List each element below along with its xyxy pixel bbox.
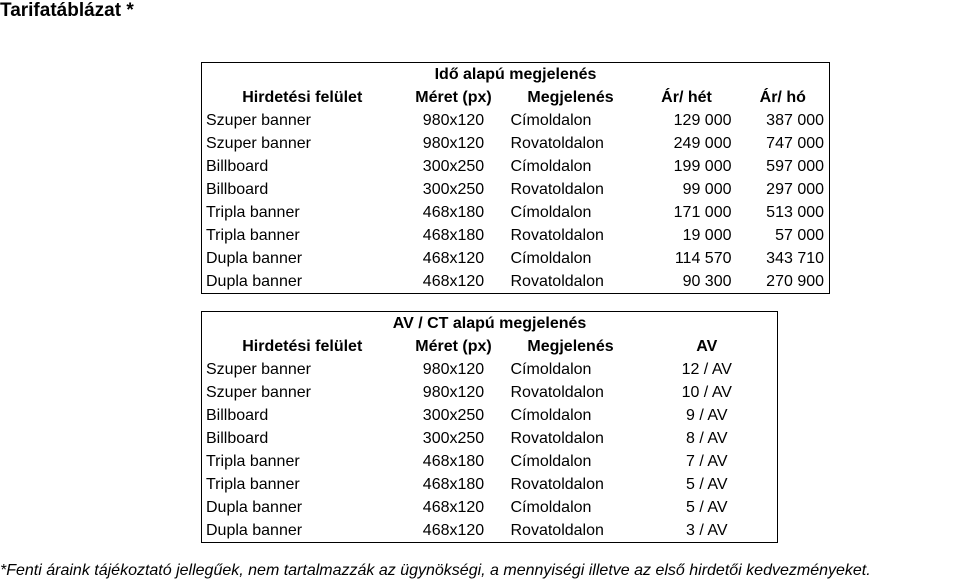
- cell-av: 3 / AV: [637, 519, 778, 543]
- cell-price-week: 114 570: [674, 250, 732, 267]
- cell-size: 980x120: [422, 135, 485, 152]
- cell-surface: Szuper banner: [202, 132, 403, 155]
- column-header-row: [202, 86, 830, 109]
- cell-placement: Rovatoldalon: [510, 227, 604, 244]
- table-row: [202, 496, 778, 519]
- av-ct-price-table: [201, 311, 778, 543]
- table-row: [202, 404, 778, 427]
- cell-placement: Címoldalon: [510, 158, 592, 175]
- cell-surface: Szuper banner: [202, 381, 403, 404]
- cell-size: 468x180: [422, 476, 485, 493]
- cell-placement: Rovatoldalon: [505, 270, 637, 294]
- cell-surface: Billboard: [202, 155, 403, 178]
- time-based-price-table: [201, 62, 830, 294]
- cell-size: 300x250: [422, 181, 485, 198]
- cell-placement: Címoldalon: [510, 407, 592, 424]
- cell-size: 468x120: [403, 270, 505, 294]
- cell-price-week: 99 000: [682, 181, 732, 198]
- cell-size: 300x250: [422, 430, 485, 447]
- cell-placement: Rovatoldalon: [510, 430, 604, 447]
- cell-price-week: 90 300: [637, 270, 737, 294]
- column-header-size: Méret (px): [415, 338, 492, 355]
- cell-surface: Dupla banner: [202, 270, 403, 294]
- cell-price-week: 199 000: [673, 158, 732, 175]
- cell-price-week: 171 000: [673, 204, 732, 221]
- cell-price-month: 343 710: [737, 247, 830, 270]
- table-row: [202, 224, 830, 247]
- group-title: AV / CT alapú megjelenés: [202, 312, 778, 336]
- cell-size: 300x250: [422, 158, 485, 175]
- table-row: [202, 427, 778, 450]
- cell-av: 12 / AV: [637, 358, 778, 381]
- cell-placement: Rovatoldalon: [510, 181, 604, 198]
- cell-surface: Dupla banner: [202, 519, 403, 543]
- cell-surface: Billboard: [202, 404, 403, 427]
- cell-size: 980x120: [422, 384, 485, 401]
- cell-price-month: 57 000: [737, 224, 830, 247]
- cell-size: 468x120: [422, 499, 485, 516]
- group-title: Idő alapú megjelenés: [202, 63, 830, 87]
- cell-placement: Címoldalon: [510, 499, 592, 516]
- table-row: [202, 358, 778, 381]
- cell-price-month: 297 000: [737, 178, 830, 201]
- cell-surface: Tripla banner: [202, 224, 403, 247]
- cell-placement: Rovatoldalon: [510, 135, 604, 152]
- cell-size: 468x180: [422, 227, 485, 244]
- table-row: [202, 178, 830, 201]
- cell-av: 8 / AV: [637, 427, 778, 450]
- cell-av: 9 / AV: [637, 404, 778, 427]
- cell-surface: Dupla banner: [202, 247, 403, 270]
- cell-price-month: 270 900: [737, 270, 830, 294]
- cell-price-month: 513 000: [737, 201, 830, 224]
- cell-size: 980x120: [422, 361, 485, 378]
- footnote: *Fenti áraink tájékoztató jellegűek, nem tartalmazzák az ügynökségi, a mennyiségi illetve az első hirdetői kedvezményeket.: [0, 562, 871, 579]
- cell-placement: Rovatoldalon: [510, 476, 604, 493]
- table-row: [202, 109, 830, 132]
- cell-placement: Címoldalon: [510, 112, 592, 129]
- cell-price-month: 747 000: [737, 132, 830, 155]
- cell-placement: Rovatoldalon: [510, 384, 604, 401]
- cell-surface: Tripla banner: [202, 450, 403, 473]
- table-row: [202, 473, 778, 496]
- cell-size: 468x180: [422, 204, 485, 221]
- cell-price-week: 249 000: [673, 135, 732, 152]
- cell-surface: Szuper banner: [202, 109, 403, 132]
- cell-placement: Rovatoldalon: [505, 519, 637, 543]
- column-header-price-week: Ár/ hét: [661, 89, 712, 106]
- table-row: [202, 247, 830, 270]
- table-row: [202, 381, 778, 404]
- column-header-surface: Hirdetési felület: [202, 335, 403, 358]
- table-row: [202, 450, 778, 473]
- table-row: [202, 201, 830, 224]
- table-row: [202, 132, 830, 155]
- cell-placement: Címoldalon: [510, 453, 592, 470]
- cell-surface: Tripla banner: [202, 473, 403, 496]
- cell-surface: Billboard: [202, 178, 403, 201]
- cell-size: 980x120: [422, 112, 485, 129]
- table-row: [202, 519, 778, 543]
- cell-placement: Címoldalon: [510, 361, 592, 378]
- column-header-size: Méret (px): [415, 89, 492, 106]
- cell-price-week: 19 000: [682, 227, 732, 244]
- cell-surface: Szuper banner: [202, 358, 403, 381]
- column-header-placement: Megjelenés: [527, 338, 614, 355]
- table-row: [202, 155, 830, 178]
- page-title: Tarifatáblázat *: [0, 0, 134, 21]
- cell-price-week: 129 000: [673, 112, 732, 129]
- group-header-row: [202, 312, 778, 336]
- cell-price-month: 387 000: [737, 109, 830, 132]
- cell-placement: Címoldalon: [510, 204, 592, 221]
- table-row: [202, 270, 830, 294]
- cell-surface: Billboard: [202, 427, 403, 450]
- cell-size: 468x180: [422, 453, 485, 470]
- cell-av: 5 / AV: [637, 473, 778, 496]
- column-header-placement: Megjelenés: [527, 89, 614, 106]
- column-header-row: [202, 335, 778, 358]
- column-header-surface: Hirdetési felület: [202, 86, 403, 109]
- cell-placement: Címoldalon: [510, 250, 592, 267]
- cell-surface: Dupla banner: [202, 496, 403, 519]
- column-header-av: AV: [637, 335, 778, 358]
- cell-size: 468x120: [403, 519, 505, 543]
- cell-surface: Tripla banner: [202, 201, 403, 224]
- cell-size: 300x250: [422, 407, 485, 424]
- group-header-row: [202, 63, 830, 87]
- cell-price-month: 597 000: [737, 155, 830, 178]
- cell-av: 10 / AV: [637, 381, 778, 404]
- column-header-price-month: Ár/ hó: [737, 86, 830, 109]
- cell-av: 7 / AV: [637, 450, 778, 473]
- cell-size: 468x120: [422, 250, 485, 267]
- cell-av: 5 / AV: [637, 496, 778, 519]
